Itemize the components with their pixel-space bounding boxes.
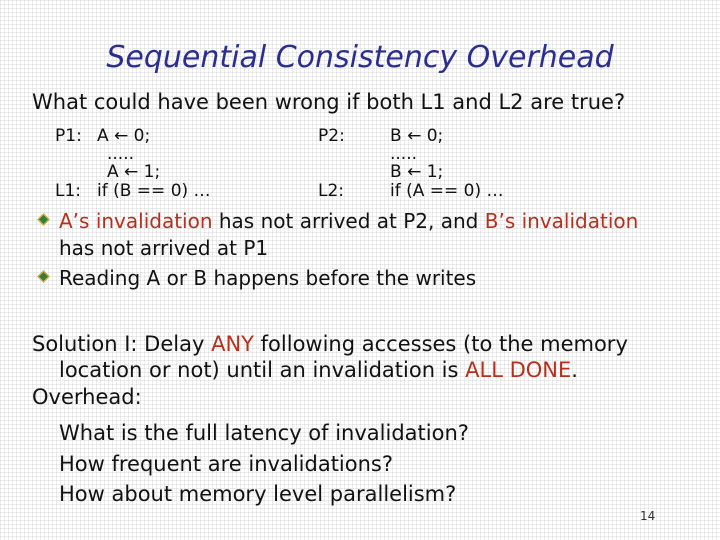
overhead-item-1: What is the full latency of invalidation? [59,421,469,445]
l1-label: L1: [55,181,82,201]
solution-period: . [571,358,578,382]
p2-line1: B ← 0; [390,126,444,146]
p1-line1: A ← 0; [97,126,151,146]
solution-line1 [32,332,628,356]
p1-line2: A ← 1; [107,162,161,182]
overhead-heading: Overhead: [32,385,142,409]
solution-line2 [59,358,578,382]
solution-rest: following accesses (to the memory [253,332,628,356]
p1-dots: ..... [107,144,135,164]
overhead-item-3: How about memory level parallelism? [59,482,457,506]
page-number: 14 [640,509,656,523]
solution-prefix: Solution I: Delay [32,332,212,356]
bullet-1-line1 [59,209,638,233]
bullet-icon [37,213,50,226]
slide-title: Sequential Consistency Overhead [106,40,614,75]
a-invalidation-text: A’s invalidation [59,209,213,233]
b-invalidation-text: B’s invalidation [484,209,639,233]
p2-line3: if (A == 0) … [390,181,504,201]
p2-label: P2: [318,126,345,146]
l2-label: L2: [318,181,345,201]
any-text: ANY [211,332,254,356]
p2-line2: B ← 1; [390,162,444,182]
overhead-item-2: How frequent are invalidations? [59,452,394,476]
bullet-1-line2: has not arrived at P1 [59,236,269,260]
bullet-icon [37,270,50,283]
bullet-2: Reading A or B happens before the writes [59,266,477,290]
p1-line3: if (B == 0) … [97,181,211,201]
p2-dots: ..... [390,144,418,164]
all-done-text: ALL DONE [465,358,572,382]
p1-label: P1: [55,126,82,146]
question-text: What could have been wrong if both L1 and L2 are true? [32,90,626,114]
bullet-1-mid: has not arrived at P2, and [212,209,485,233]
solution-line2-text: location or not) until an invalidation is [59,358,466,382]
